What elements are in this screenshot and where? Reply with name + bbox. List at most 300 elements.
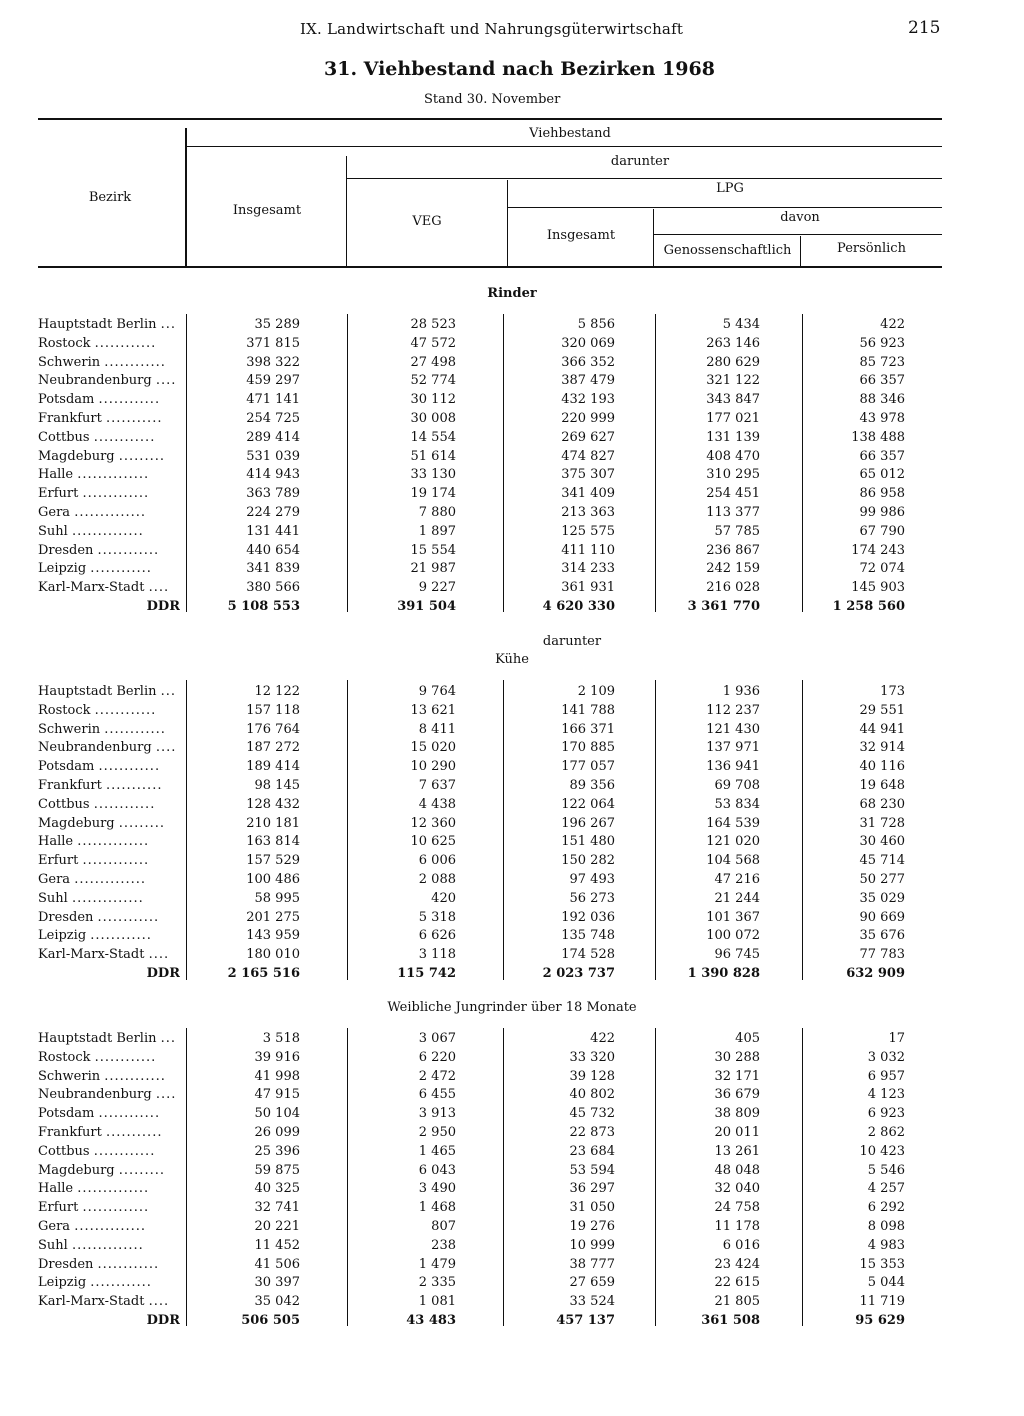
value-cell: 269 627 xyxy=(561,429,615,445)
value-cell: 36 679 xyxy=(714,1087,760,1103)
value-cell: 422 xyxy=(590,1031,615,1046)
bezirk-label: Magdeburg xyxy=(38,448,115,464)
value-cell: 122 064 xyxy=(561,796,615,812)
bezirk-name xyxy=(38,1106,188,1121)
value-cell: 6 455 xyxy=(418,1087,456,1103)
value-cell: 41 998 xyxy=(254,1068,300,1084)
value-cell: 432 193 xyxy=(561,392,615,408)
bezirk-label: Karl-Marx-Stadt xyxy=(38,947,145,963)
bezirk-label: Hauptstadt Berlin xyxy=(38,1031,157,1046)
bezirk-name xyxy=(38,317,188,332)
value-cell: 36 297 xyxy=(569,1181,615,1197)
value-cell: 174 528 xyxy=(561,947,615,963)
value-cell: 33 130 xyxy=(410,467,456,483)
value-cell: 52 774 xyxy=(410,373,456,389)
value-cell: 201 275 xyxy=(246,909,300,925)
value-cell: 5 546 xyxy=(867,1162,905,1178)
value-cell: 1 081 xyxy=(418,1294,456,1310)
value-cell: 310 295 xyxy=(706,467,760,483)
value-cell: 254 451 xyxy=(706,486,760,502)
value-cell: 19 648 xyxy=(859,778,905,793)
table-row xyxy=(38,392,918,410)
value-cell: 174 243 xyxy=(851,542,905,558)
bezirk-label: Gera xyxy=(38,505,71,520)
leader-dots: .... xyxy=(148,1294,170,1310)
value-cell: 15 353 xyxy=(859,1256,905,1272)
bezirk-label: Schwerin xyxy=(38,721,101,737)
table-row xyxy=(38,759,918,777)
leader-dots: ............ xyxy=(98,392,161,408)
leader-dots: .............. xyxy=(74,1219,147,1234)
value-cell: 41 506 xyxy=(254,1256,300,1272)
header-rule-darunter xyxy=(347,178,942,179)
table-row xyxy=(38,797,918,815)
value-cell: 321 122 xyxy=(706,373,760,389)
table-row xyxy=(38,1087,918,1105)
table-row xyxy=(38,580,918,598)
value-cell: 47 915 xyxy=(254,1087,300,1103)
value-cell: 33 524 xyxy=(569,1294,615,1310)
value-cell: 2 088 xyxy=(418,872,456,887)
value-cell: 157 118 xyxy=(246,702,300,718)
value-cell: 12 122 xyxy=(254,684,300,699)
value-cell: 48 048 xyxy=(714,1162,760,1178)
table-row xyxy=(38,740,918,758)
section-label: Kühe xyxy=(495,652,529,667)
value-cell: 9 227 xyxy=(418,580,456,596)
value-cell: 2 335 xyxy=(418,1275,456,1291)
table-row xyxy=(38,336,918,354)
value-cell: 164 539 xyxy=(706,815,760,831)
bezirk-name xyxy=(38,1200,188,1215)
total-row xyxy=(38,1313,918,1331)
value-cell: 40 325 xyxy=(254,1181,300,1197)
leader-dots: .... xyxy=(155,373,177,389)
leader-dots: .............. xyxy=(71,523,144,539)
value-cell: 459 297 xyxy=(246,373,300,389)
leader-dots: ............ xyxy=(98,759,161,775)
bezirk-label: Frankfurt xyxy=(38,1125,102,1140)
value-cell: 22 615 xyxy=(714,1275,760,1291)
value-cell: 40 116 xyxy=(859,759,905,775)
table-row xyxy=(38,505,918,523)
value-cell: 32 040 xyxy=(714,1181,760,1197)
col-davon: davon xyxy=(780,210,820,225)
value-cell: 31 728 xyxy=(859,815,905,831)
leader-dots: .... xyxy=(155,740,177,756)
table-row xyxy=(38,872,918,890)
table-row xyxy=(38,1238,918,1256)
value-cell: 33 320 xyxy=(569,1049,615,1065)
value-cell: 189 414 xyxy=(246,759,300,775)
value-cell: 11 178 xyxy=(714,1219,760,1234)
value-cell: 22 873 xyxy=(569,1125,615,1140)
bezirk-name xyxy=(38,561,188,576)
leader-dots: ............ xyxy=(93,1143,156,1159)
table-row xyxy=(38,722,918,740)
value-cell: 4 620 330 xyxy=(542,599,615,614)
leader-dots: .... xyxy=(148,580,170,596)
bezirk-label: Halle xyxy=(38,834,74,850)
value-cell: 254 725 xyxy=(246,411,300,426)
bezirk-label: DDR xyxy=(146,599,180,614)
value-cell: 143 959 xyxy=(246,928,300,944)
value-cell: 35 289 xyxy=(254,317,300,332)
value-cell: 30 008 xyxy=(410,411,456,426)
bezirk-label: DDR xyxy=(146,966,180,981)
bezirk-label: Cottbus xyxy=(38,429,90,445)
table-row xyxy=(38,561,918,579)
value-cell: 86 958 xyxy=(859,486,905,502)
value-cell: 66 357 xyxy=(859,373,905,389)
table-title: 31. Viehbestand nach Bezirken 1968 xyxy=(324,58,715,80)
value-cell: 112 237 xyxy=(706,702,760,718)
value-cell: 4 123 xyxy=(867,1087,905,1103)
value-cell: 320 069 xyxy=(561,335,615,351)
value-cell: 380 566 xyxy=(246,580,300,596)
value-cell: 95 629 xyxy=(855,1313,905,1328)
header-divider xyxy=(653,209,654,268)
value-cell: 57 785 xyxy=(714,523,760,539)
value-cell: 7 637 xyxy=(418,778,456,793)
value-cell: 39 916 xyxy=(254,1049,300,1065)
bezirk-name xyxy=(38,1144,188,1159)
bezirk-label: Leipzig xyxy=(38,928,87,944)
bezirk-label: Schwerin xyxy=(38,354,101,370)
value-cell: 11 719 xyxy=(859,1294,905,1310)
value-cell: 131 139 xyxy=(706,429,760,445)
bezirk-label: Magdeburg xyxy=(38,815,115,831)
col-lpg: LPG xyxy=(716,181,744,196)
col-darunter: darunter xyxy=(610,154,670,169)
value-cell: 166 371 xyxy=(561,721,615,737)
value-cell: 69 708 xyxy=(714,778,760,793)
table-row xyxy=(38,411,918,429)
bezirk-label: Gera xyxy=(38,872,71,887)
bezirk-name xyxy=(38,524,188,539)
table-row xyxy=(38,1106,918,1124)
value-cell: 391 504 xyxy=(397,599,456,614)
value-cell: 56 923 xyxy=(859,335,905,351)
table-row xyxy=(38,1069,918,1087)
bezirk-label: Halle xyxy=(38,467,74,483)
value-cell: 216 028 xyxy=(706,580,760,596)
bezirk-label: Karl-Marx-Stadt xyxy=(38,1294,145,1310)
value-cell: 28 523 xyxy=(410,317,456,332)
bezirk-label: Karl-Marx-Stadt xyxy=(38,580,145,596)
leader-dots: ............ xyxy=(97,909,160,925)
value-cell: 20 011 xyxy=(714,1125,760,1140)
value-cell: 21 805 xyxy=(714,1294,760,1310)
value-cell: 6 923 xyxy=(867,1106,905,1122)
value-cell: 138 488 xyxy=(851,429,905,445)
bezirk-name xyxy=(38,1257,188,1272)
leader-dots: ............ xyxy=(90,561,152,577)
bezirk-label: Neubrandenburg xyxy=(38,373,152,389)
leader-dots: ............ xyxy=(93,429,156,445)
value-cell: 26 099 xyxy=(254,1125,300,1140)
section-label: Weibliche Jungrinder über 18 Monate xyxy=(387,1000,637,1015)
table-row xyxy=(38,834,918,852)
bezirk-label: Dresden xyxy=(38,1256,94,1272)
leader-dots: ............ xyxy=(104,1068,166,1084)
bezirk-label: Hauptstadt Berlin xyxy=(38,684,157,699)
table-row xyxy=(38,1163,918,1181)
header-divider xyxy=(507,180,508,268)
header-rule-davon xyxy=(654,234,942,235)
value-cell: 1 479 xyxy=(418,1256,456,1272)
bezirk-label: Suhl xyxy=(38,523,68,539)
value-cell: 10 999 xyxy=(569,1237,615,1253)
leader-dots: ............ xyxy=(93,796,156,812)
leader-dots: .............. xyxy=(77,467,150,483)
bezirk-label: Halle xyxy=(38,1181,74,1197)
value-cell: 98 145 xyxy=(254,778,300,793)
leader-dots: .............. xyxy=(71,890,144,906)
value-cell: 173 xyxy=(880,684,905,699)
value-cell: 210 181 xyxy=(246,815,300,831)
bezirk-label: Leipzig xyxy=(38,561,87,577)
value-cell: 177 057 xyxy=(561,759,615,775)
leader-dots: ............ xyxy=(90,928,152,944)
value-cell: 387 479 xyxy=(561,373,615,389)
col-viehbestand: Viehbestand xyxy=(529,126,611,141)
value-cell: 39 128 xyxy=(569,1068,615,1084)
bezirk-name xyxy=(38,543,188,558)
table-row xyxy=(38,1125,918,1143)
bezirk-name xyxy=(38,1238,188,1253)
value-cell: 411 110 xyxy=(561,542,615,558)
value-cell: 2 023 737 xyxy=(542,966,615,981)
bezirk-label: Dresden xyxy=(38,542,94,558)
bezirk-name xyxy=(38,778,188,793)
leader-dots: ........... xyxy=(106,1125,163,1140)
leader-dots: ......... xyxy=(118,1162,165,1178)
value-cell: 1 465 xyxy=(418,1143,456,1159)
value-cell: 35 029 xyxy=(859,890,905,906)
value-cell: 371 815 xyxy=(246,335,300,351)
value-cell: 2 950 xyxy=(418,1125,456,1140)
value-cell: 341 409 xyxy=(561,486,615,502)
leader-dots: ............ xyxy=(94,1049,157,1065)
value-cell: 3 490 xyxy=(418,1181,456,1197)
value-cell: 157 529 xyxy=(246,853,300,869)
value-cell: 23 424 xyxy=(714,1256,760,1272)
leader-dots: ............ xyxy=(98,1106,161,1122)
bezirk-name xyxy=(38,355,188,370)
table-row xyxy=(38,947,918,965)
value-cell: 289 414 xyxy=(246,429,300,445)
value-cell: 43 978 xyxy=(859,411,905,426)
table-row xyxy=(38,684,918,702)
value-cell: 99 986 xyxy=(859,505,905,520)
section-label: Rinder xyxy=(487,286,537,301)
value-cell: 4 983 xyxy=(867,1237,905,1253)
value-cell: 66 357 xyxy=(859,448,905,464)
bezirk-name xyxy=(38,891,188,906)
value-cell: 238 xyxy=(431,1237,456,1253)
bezirk-name xyxy=(38,1219,188,1234)
bezirk-label: Potsdam xyxy=(38,759,95,775)
bezirk-name xyxy=(38,1069,188,1084)
bezirk-name xyxy=(38,430,188,445)
table-row xyxy=(38,430,918,448)
value-cell: 101 367 xyxy=(706,909,760,925)
table-row xyxy=(38,1144,918,1162)
value-cell: 145 903 xyxy=(851,580,905,596)
value-cell: 40 802 xyxy=(569,1087,615,1103)
bezirk-label: Potsdam xyxy=(38,1106,95,1122)
value-cell: 21 987 xyxy=(410,561,456,577)
value-cell: 131 441 xyxy=(246,523,300,539)
value-cell: 30 460 xyxy=(859,834,905,850)
bezirk-name xyxy=(38,1087,188,1102)
leader-dots: ........... xyxy=(106,411,163,426)
bezirk-label: Rostock xyxy=(38,335,91,351)
leader-dots: ............. xyxy=(82,853,150,869)
value-cell: 6 292 xyxy=(867,1200,905,1216)
value-cell: 56 273 xyxy=(569,890,615,906)
value-cell: 35 042 xyxy=(254,1294,300,1310)
bezirk-name xyxy=(38,411,188,426)
value-cell: 125 575 xyxy=(561,523,615,539)
header-rule-lpg xyxy=(508,207,942,208)
bezirk-label: Gera xyxy=(38,1219,71,1234)
value-cell: 38 809 xyxy=(714,1106,760,1122)
bezirk-label: Leipzig xyxy=(38,1275,87,1291)
leader-dots: .... xyxy=(148,947,170,963)
value-cell: 100 486 xyxy=(246,872,300,887)
value-cell: 65 012 xyxy=(859,467,905,483)
table-row xyxy=(38,778,918,796)
value-cell: 151 480 xyxy=(561,834,615,850)
value-cell: 471 141 xyxy=(246,392,300,408)
table-row xyxy=(38,1294,918,1312)
bezirk-label: Frankfurt xyxy=(38,411,102,426)
leader-dots: ............ xyxy=(94,702,157,718)
bezirk-label: Cottbus xyxy=(38,1143,90,1159)
value-cell: 2 472 xyxy=(418,1068,456,1084)
bezirk-name xyxy=(38,910,188,925)
value-cell: 8 411 xyxy=(418,721,456,737)
running-head: IX. Landwirtschaft und Nahrungsgüterwirtschaft xyxy=(300,20,684,38)
table-row xyxy=(38,816,918,834)
value-cell: 8 098 xyxy=(867,1219,905,1234)
value-cell: 170 885 xyxy=(561,740,615,756)
value-cell: 361 508 xyxy=(701,1313,760,1328)
value-cell: 29 551 xyxy=(859,702,905,718)
value-cell: 3 518 xyxy=(262,1031,300,1046)
value-cell: 121 430 xyxy=(706,721,760,737)
value-cell: 6 957 xyxy=(867,1068,905,1084)
value-cell: 3 032 xyxy=(867,1049,905,1065)
value-cell: 361 931 xyxy=(561,580,615,596)
value-cell: 27 659 xyxy=(569,1275,615,1291)
value-cell: 50 277 xyxy=(859,872,905,887)
value-cell: 1 897 xyxy=(418,523,456,539)
leader-dots: .............. xyxy=(77,834,150,850)
bezirk-name xyxy=(38,928,188,943)
value-cell: 196 267 xyxy=(561,815,615,831)
value-cell: 38 777 xyxy=(569,1256,615,1272)
bezirk-label: DDR xyxy=(146,1313,180,1328)
value-cell: 3 913 xyxy=(418,1106,456,1122)
value-cell: 192 036 xyxy=(561,909,615,925)
table-row xyxy=(38,891,918,909)
header-top-rule xyxy=(38,118,942,120)
value-cell: 15 020 xyxy=(410,740,456,756)
value-cell: 85 723 xyxy=(859,354,905,370)
value-cell: 4 438 xyxy=(418,796,456,812)
bezirk-label: Schwerin xyxy=(38,1068,101,1084)
value-cell: 531 039 xyxy=(246,448,300,464)
value-cell: 58 995 xyxy=(254,890,300,906)
bezirk-label: Erfurt xyxy=(38,486,79,502)
value-cell: 163 814 xyxy=(246,834,300,850)
bezirk-label: Rostock xyxy=(38,702,91,718)
value-cell: 137 971 xyxy=(706,740,760,756)
table-row xyxy=(38,1181,918,1199)
total-row xyxy=(38,599,918,617)
table-row xyxy=(38,703,918,721)
value-cell: 100 072 xyxy=(706,928,760,944)
table-row xyxy=(38,543,918,561)
table-row xyxy=(38,486,918,504)
value-cell: 1 258 560 xyxy=(832,599,905,614)
value-cell: 21 244 xyxy=(714,890,760,906)
value-cell: 19 276 xyxy=(569,1219,615,1234)
value-cell: 30 112 xyxy=(410,392,456,408)
value-cell: 68 230 xyxy=(859,796,905,812)
value-cell: 6 043 xyxy=(418,1162,456,1178)
leader-dots: .............. xyxy=(74,872,147,887)
value-cell: 3 067 xyxy=(418,1031,456,1046)
leader-dots: ............. xyxy=(82,486,150,502)
value-cell: 440 654 xyxy=(246,542,300,558)
value-cell: 236 867 xyxy=(706,542,760,558)
value-cell: 405 xyxy=(735,1031,760,1046)
bezirk-label: Cottbus xyxy=(38,796,90,812)
value-cell: 5 044 xyxy=(867,1275,905,1291)
value-cell: 177 021 xyxy=(706,411,760,426)
bezirk-label: Potsdam xyxy=(38,392,95,408)
leader-dots: ............ xyxy=(104,721,166,737)
table-row xyxy=(38,1257,918,1275)
value-cell: 113 377 xyxy=(706,505,760,520)
value-cell: 77 783 xyxy=(859,947,905,963)
col-genossenschaftlich: Genossenschaftlich xyxy=(663,243,792,258)
value-cell: 35 676 xyxy=(859,928,905,944)
value-cell: 44 941 xyxy=(859,721,905,737)
value-cell: 5 434 xyxy=(722,317,760,332)
table-row xyxy=(38,928,918,946)
table-row xyxy=(38,1219,918,1237)
bezirk-name xyxy=(38,759,188,774)
bezirk-name xyxy=(38,486,188,501)
value-cell: 474 827 xyxy=(561,448,615,464)
value-cell: 43 483 xyxy=(406,1313,456,1328)
value-cell: 30 397 xyxy=(254,1275,300,1291)
value-cell: 13 261 xyxy=(714,1143,760,1159)
bezirk-name xyxy=(38,684,188,699)
table-row xyxy=(38,317,918,335)
value-cell: 24 758 xyxy=(714,1200,760,1216)
value-cell: 280 629 xyxy=(706,354,760,370)
header-rule-viehbestand xyxy=(186,146,942,147)
bezirk-label: Neubrandenburg xyxy=(38,740,152,756)
header-divider xyxy=(346,156,347,268)
header-bottom-rule xyxy=(38,266,942,268)
